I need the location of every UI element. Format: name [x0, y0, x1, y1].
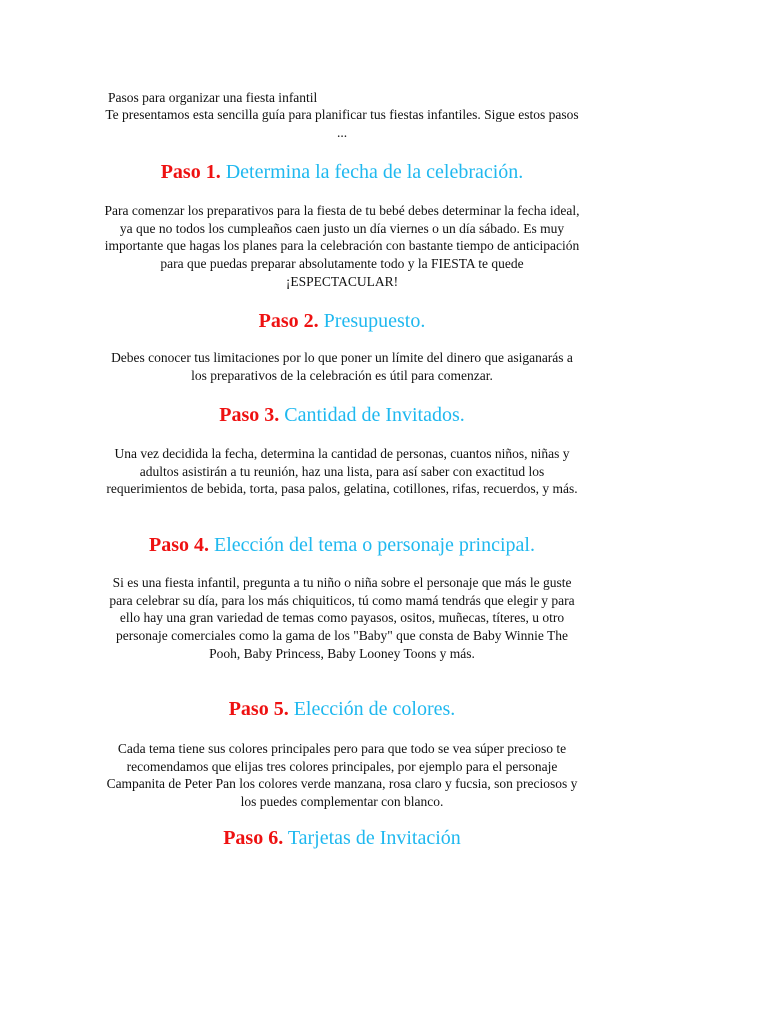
step-5-heading: [0, 697, 684, 721]
step-6-title: Tarjetas de Invitación: [287, 827, 461, 849]
step-1-title: Determina la fecha de la celebración.: [225, 161, 524, 183]
step-4-text: Si es una fiesta infantil, pregunta a tu niño o niña sobre el personaje que más le guste para celebrar su día, para los más chiquiticos, tú como mamá tendrás que elegir y para ello hay una gran variedad de temas como payasos, ositos, muñecas, títeres, u otro personaje comerciales como la gama de los "Baby" que consta de Baby Winnie The Pooh, Baby Princess, Baby Looney Toons y más.: [109, 575, 575, 661]
step-5-title: Elección de colores.: [293, 698, 456, 720]
step-1-label: Paso 1.: [160, 161, 221, 183]
step-2-text: Debes conocer tus limitaciones por lo que poner un límite del dinero que asiganarás a los preparativos de la celebración es útil para comenzar.: [111, 350, 573, 383]
step-6-label: Paso 6.: [223, 827, 284, 849]
step-2-label: Paso 2.: [258, 310, 319, 332]
step-5-label: Paso 5.: [228, 698, 289, 720]
step-1-text: Para comenzar los preparativos para la fiesta de tu bebé debes determinar la fecha ideal, ya que no todos los cumpleaños caen justo un día viernes o un día sábado. Es muy importante que hagas los planes para la celebración con bastante tiempo de anticipación para que puedas preparar absolutamente todo y la FIESTA te quede ¡ESPECTACULAR!: [104, 203, 580, 289]
step-3-heading: [0, 403, 684, 427]
step-3-title: Cantidad de Invitados.: [284, 404, 465, 426]
step-3-text: Una vez decidida la fecha, determina la cantidad de personas, cuantos niños, niñas y adultos asistirán a tu reunión, haz una lista, para así saber con exactitud los requerimientos de bebida, torta, pasa palos, gelatina, cotillones, rifas, recuerdos, y más.: [106, 446, 578, 497]
step-3-label: Paso 3.: [219, 404, 280, 426]
step-6-heading: [0, 826, 684, 850]
intro-paragraph: Te presentamos esta sencilla guía para planificar tus fiestas infantiles. Sigue estos pasos ...: [105, 107, 579, 140]
step-5-text: Cada tema tiene sus colores principales pero para que todo se vea súper precioso te recomendamos que elijas tres colores principales, por ejemplo para el personaje Campanita de Peter Pan los colores verde manzana, rosa claro y fucsia, son preciosos y los puedes complementar con blanco.: [106, 741, 578, 810]
step-4-label: Paso 4.: [149, 534, 209, 556]
step-2-title: Presupuesto.: [323, 310, 426, 332]
document-title: Pasos para organizar una fiesta infantil: [108, 90, 318, 105]
step-4-heading: [0, 533, 684, 557]
step-1-heading: [0, 160, 684, 184]
step-2-heading: [0, 309, 684, 333]
step-4-title: Elección del tema o personaje principal.: [214, 534, 535, 556]
